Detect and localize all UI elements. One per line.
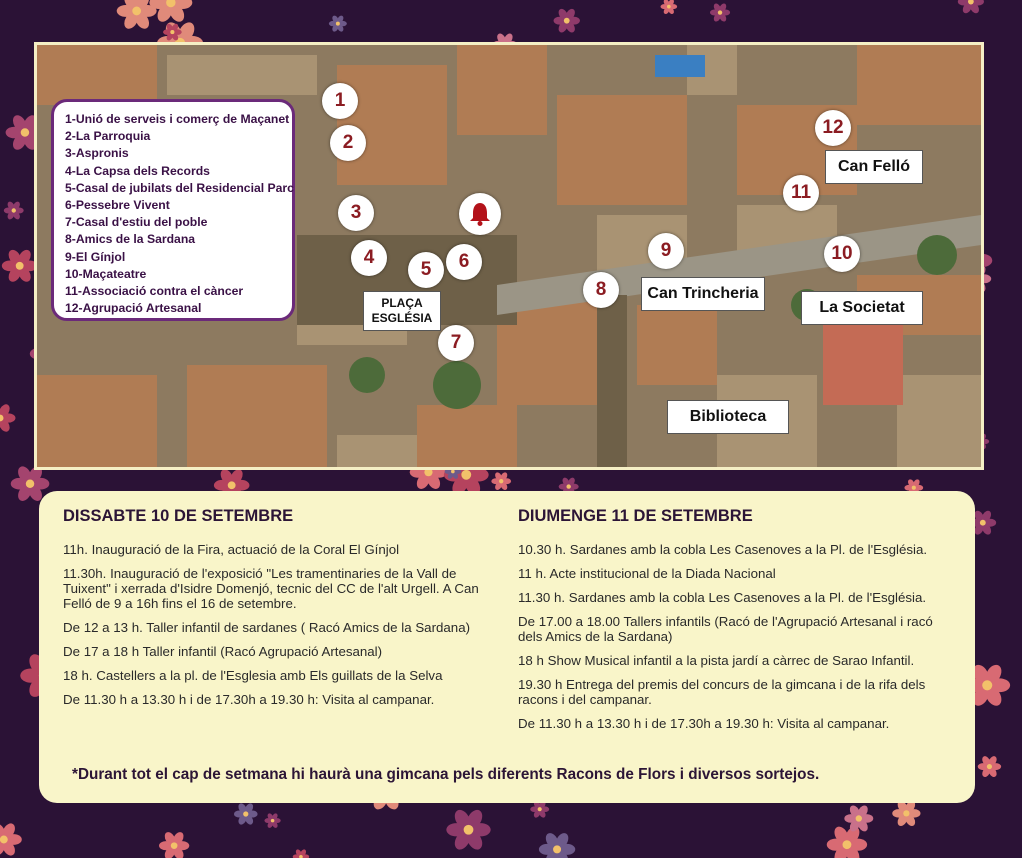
sunday-event: 19.30 h Entrega del premis del concurs de la gimcana i de la rifa dels racons i del campanar.: [518, 677, 926, 707]
map-marker-1: 1: [322, 83, 358, 119]
place-label-placa-esglesia: [363, 291, 441, 331]
legend-item: 7-Casal d'estiu del poble: [65, 215, 208, 230]
saturday-event: 11.30h. Inauguració de l'exposició "Les tramentinaries de la Vall de Tuixent" i xerrada d'Isidre Domenjó, tecnic del CC de l'alt Urgell. A Can Felló de 9 a 16h fins el 16 de setembre.: [63, 566, 479, 611]
legend-item: 9-El Gínjol: [65, 249, 126, 264]
saturday-event: De 12 a 13 h. Taller infantil de sardanes ( Racó Amics de la Sardana): [63, 620, 471, 635]
legend-item: 3-Aspronis: [65, 146, 129, 161]
map-marker-9: 9: [648, 233, 684, 269]
map-marker-6: 6: [446, 244, 482, 280]
sunday-event: 18 h Show Musical infantil a la pista jardí a càrrec de Sarao Infantil.: [518, 653, 915, 668]
map-marker-8: 8: [583, 272, 619, 308]
sunday-event: De 17.00 a 18.00 Tallers infantils (Racó de l'Agrupació Artesanal i racó dels Amics de la Sardana): [518, 614, 933, 644]
map-marker-10: 10: [824, 236, 860, 272]
placa-label-line1: PLAÇA: [381, 296, 423, 310]
placa-label-line2: ESGLÉSIA: [371, 311, 433, 325]
map-marker-3: 3: [338, 195, 374, 231]
legend-item: 2-La Parroquia: [65, 129, 151, 144]
sunday-event: 10.30 h. Sardanes amb la cobla Les Casenoves a la Pl. de l'Església.: [518, 542, 928, 557]
legend-item: 11-Associació contra el càncer: [65, 284, 244, 299]
legend-item: 6-Pessebre Vivent: [65, 198, 170, 213]
sunday-event: 11 h. Acte institucional de la Diada Nacional: [518, 566, 776, 581]
sunday-title: DIUMENGE 11 DE SETEMBRE: [518, 507, 753, 525]
sunday-event: 11.30 h. Sardanes amb la cobla Les Casenoves a la Pl. de l'Església.: [518, 590, 927, 605]
place-label-can-fello: Can Felló: [825, 150, 923, 184]
legend-item: 12-Agrupació Artesanal: [65, 301, 202, 316]
place-label-la-societat: La Societat: [801, 291, 923, 325]
footnote: *Durant tot el cap de setmana hi haurà una gimcana pels diferents Racons de Flors i diversos sortejos.: [72, 766, 820, 783]
saturday-event: 18 h. Castellers a la pl. de l'Esglesia amb Els guillats de la Selva: [63, 668, 443, 683]
legend-item: 10-Maçateatre: [65, 266, 147, 281]
place-label-can-trincheria: Can Trincheria: [641, 277, 765, 311]
map-marker-4: 4: [351, 240, 387, 276]
legend-item: 1-Unió de serveis i comerç de Maçanet: [65, 112, 290, 126]
aerial-map: [34, 42, 984, 470]
legend-box: [51, 99, 295, 321]
saturday-title: DISSABTE 10 DE SETEMBRE: [63, 507, 294, 525]
map-marker-7: 7: [438, 325, 474, 361]
map-marker-11: 11: [783, 175, 819, 211]
saturday-event: De 11.30 h a 13.30 h i de 17.30h a 19.30 h: Visita al campanar.: [63, 692, 435, 707]
legend-item: 4-La Capsa dels Records: [65, 163, 210, 178]
saturday-event: 11h. Inauguració de la Fira, actuació de la Coral El Gínjol: [63, 542, 400, 557]
sunday-column: [518, 507, 958, 740]
map-marker-12: 12: [815, 110, 851, 146]
place-label-biblioteca: Biblioteca: [667, 400, 789, 434]
saturday-event: De 17 a 18 h Taller infantil (Racó Agrupació Artesanal): [63, 644, 383, 659]
saturday-column: [63, 507, 503, 716]
legend-item: 5-Casal de jubilats del Residencial Parc: [65, 180, 294, 195]
map-marker-5: 5: [408, 252, 444, 288]
program-panel: [39, 491, 975, 803]
map-marker-2: 2: [330, 125, 366, 161]
legend-item: 8-Amics de la Sardana: [65, 232, 196, 247]
sunday-event: De 11.30 h a 13.30 h i de 17.30h a 19.30 h: Visita al campanar.: [518, 716, 890, 731]
bell-icon: [459, 193, 501, 235]
